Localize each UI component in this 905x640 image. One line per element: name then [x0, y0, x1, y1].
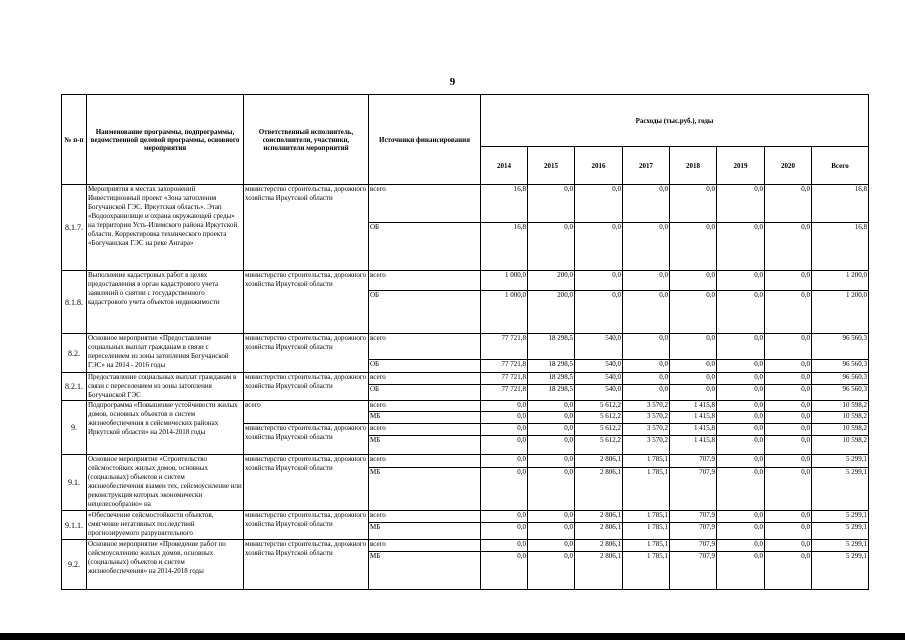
responsible-executor: министерство строительства, дорожного хозяйства Иркутской области — [244, 455, 369, 511]
header-responsible: Ответственный исполнитель, соисполнители, участники, исполнители мероприятий — [244, 95, 369, 185]
header-year: 2019 — [717, 147, 765, 185]
year-value: 0,0 — [623, 385, 670, 401]
year-value: 77 721,8 — [481, 334, 528, 360]
funding-source: всего — [369, 424, 481, 436]
year-value: 0,0 — [670, 223, 717, 271]
year-value: 0,0 — [717, 373, 765, 385]
year-value: 3 570,2 — [623, 401, 670, 412]
total-value: 10 598,2 — [812, 436, 869, 455]
item-code: 8.1.7. — [62, 185, 87, 271]
year-value: 0,0 — [765, 360, 812, 373]
year-value: 1 415,8 — [670, 436, 717, 455]
year-value: 1 415,8 — [670, 401, 717, 412]
total-value: 16,8 — [812, 223, 869, 271]
header-funding-source: Источники финансирования — [369, 95, 481, 185]
table-row — [62, 185, 869, 223]
year-value: 1 785,1 — [623, 523, 670, 540]
total-value: 10 598,2 — [812, 401, 869, 412]
responsible-executor: министерство строительства, дорожного хозяйства Иркутской области — [244, 540, 369, 590]
funding-source: всего — [369, 455, 481, 468]
year-value: 0,0 — [717, 385, 765, 401]
item-name: Основное мероприятие «Строительство сейсмостойких жилых домов, основных (социальных) объектов и систем жизнеобеспечения взамен тех, сейсмоусиление или реконструкция которых экономически нецелесообразно» на — [87, 455, 244, 511]
table-row — [62, 373, 869, 385]
year-value: 5 612,2 — [575, 401, 623, 412]
year-value: 0,0 — [670, 385, 717, 401]
item-name: Предоставление социальных выплат гражданам в связи с переселением из зоны затопления Богучанской ГЭС — [87, 373, 244, 401]
funding-source: МБ — [369, 552, 481, 590]
year-value: 0,0 — [717, 455, 765, 468]
year-value: 707,9 — [670, 455, 717, 468]
year-value: 0,0 — [670, 360, 717, 373]
table-row — [62, 540, 869, 552]
year-value: 0,0 — [528, 511, 575, 523]
year-value: 3 570,2 — [623, 436, 670, 455]
year-value: 2 806,1 — [575, 540, 623, 552]
year-value: 0,0 — [575, 185, 623, 223]
funding-source: ОБ — [369, 385, 481, 401]
year-value: 1 415,8 — [670, 412, 717, 424]
item-code: 9. — [62, 401, 87, 455]
year-value: 707,9 — [670, 468, 717, 511]
header-year: 2014 — [481, 147, 528, 185]
year-value: 540,0 — [575, 385, 623, 401]
year-value: 0,0 — [481, 424, 528, 436]
total-value: 5 299,1 — [812, 523, 869, 540]
item-name: Основное мероприятие «Предоставление социальных выплат гражданам в связи с переселением из зоны затопления Богучанской ГЭС» на 2014 - 2016 годы — [87, 334, 244, 373]
item-code: 8.1.8. — [62, 271, 87, 334]
year-value: 0,0 — [765, 185, 812, 223]
year-value: 707,9 — [670, 523, 717, 540]
year-value: 0,0 — [717, 401, 765, 412]
total-value: 10 598,2 — [812, 412, 869, 424]
year-value: 2 806,1 — [575, 468, 623, 511]
year-value: 3 570,2 — [623, 424, 670, 436]
item-name: «Обеспечение сейсмостойкости объектов, смягчение негативных последствий прогнозируемого разрушительного — [87, 511, 244, 540]
year-value: 0,0 — [765, 334, 812, 360]
total-value: 5 299,1 — [812, 540, 869, 552]
year-value: 0,0 — [528, 412, 575, 424]
total-value: 5 299,1 — [812, 552, 869, 590]
total-value: 5 299,1 — [812, 468, 869, 511]
item-name: Подпрограмма «Повышение устойчивости жилых домов, основных объектов и систем жизнеобеспечения в сейсмических районах Иркутской области» на 2014-2018 годы — [87, 401, 244, 455]
table-row — [62, 401, 869, 412]
total-value: 96 560,3 — [812, 360, 869, 373]
year-value: 16,8 — [481, 185, 528, 223]
header-year: 2018 — [670, 147, 717, 185]
year-value: 2 806,1 — [575, 455, 623, 468]
responsible-executor: министерство строительства, дорожного хозяйства Иркутской области — [244, 373, 369, 401]
item-name: Мероприятия в местах захоронений Инвестиционный проект «Зона затопления Богучанской ГЭС. Иркутская область». Этап «Водоохранилище и охрана окружающей среды» на территории Усть-Илимского района Иркутской области. Корректировка технического проекта «Богучанская ГЭС на реке Ангара» — [87, 185, 244, 271]
year-value: 0,0 — [765, 436, 812, 455]
year-value: 0,0 — [623, 373, 670, 385]
funding-source: МБ — [369, 523, 481, 540]
total-value: 96 560,3 — [812, 373, 869, 385]
year-value: 0,0 — [528, 424, 575, 436]
table-row — [62, 455, 869, 468]
total-value: 10 598,2 — [812, 424, 869, 436]
year-value: 1 785,1 — [623, 468, 670, 511]
year-value: 200,0 — [528, 291, 575, 334]
year-value: 1 785,1 — [623, 511, 670, 523]
year-value: 0,0 — [528, 223, 575, 271]
header-year: 2015 — [528, 147, 575, 185]
year-value: 0,0 — [528, 455, 575, 468]
year-value: 0,0 — [765, 401, 812, 412]
year-value: 0,0 — [765, 468, 812, 511]
funding-source: всего — [369, 271, 481, 291]
funding-source: всего — [369, 540, 481, 552]
year-value: 0,0 — [528, 468, 575, 511]
funding-source: всего — [369, 511, 481, 523]
year-value: 0,0 — [623, 334, 670, 360]
year-value: 1 415,8 — [670, 424, 717, 436]
year-value: 0,0 — [670, 271, 717, 291]
year-value: 18 298,5 — [528, 360, 575, 373]
year-value: 0,0 — [765, 291, 812, 334]
year-value: 0,0 — [765, 540, 812, 552]
responsible-executor: министерство строительства, дорожного хозяйства Иркутской области — [244, 185, 369, 271]
total-value: 1 200,0 — [812, 291, 869, 334]
year-value: 0,0 — [528, 185, 575, 223]
year-value: 0,0 — [481, 552, 528, 590]
year-value: 77 721,8 — [481, 385, 528, 401]
funding-source: ОБ — [369, 360, 481, 373]
year-value: 0,0 — [765, 455, 812, 468]
year-value: 0,0 — [717, 540, 765, 552]
year-value: 0,0 — [481, 436, 528, 455]
header-year: 2016 — [575, 147, 623, 185]
year-value: 0,0 — [623, 271, 670, 291]
funding-source: всего — [369, 373, 481, 385]
item-code: 9.1. — [62, 455, 87, 511]
year-value: 0,0 — [717, 271, 765, 291]
table-body — [62, 185, 869, 590]
year-value: 0,0 — [765, 523, 812, 540]
responsible-executor: министерство строительства, дорожного хозяйства Иркутской области — [244, 271, 369, 334]
item-code: 8.2. — [62, 334, 87, 373]
year-value: 0,0 — [623, 291, 670, 334]
year-value: 200,0 — [528, 271, 575, 291]
year-value: 0,0 — [481, 540, 528, 552]
year-value: 540,0 — [575, 334, 623, 360]
year-value: 1 785,1 — [623, 552, 670, 590]
funding-source: МБ — [369, 468, 481, 511]
year-value: 2 806,1 — [575, 552, 623, 590]
year-value: 0,0 — [717, 412, 765, 424]
funding-source: МБ — [369, 412, 481, 424]
year-value: 0,0 — [575, 291, 623, 334]
year-value: 18 298,5 — [528, 373, 575, 385]
item-code: 9.1.1. — [62, 511, 87, 540]
year-value: 0,0 — [765, 424, 812, 436]
year-value: 0,0 — [717, 552, 765, 590]
item-name: Основное мероприятие «Проведение работ по сейсмоусилению жилых домов, основных (социальных) объектов и систем жизнеобеспечения» на 2014-2018 годы — [87, 540, 244, 590]
year-value: 0,0 — [765, 373, 812, 385]
header-expenses: Расходы (тыс.руб.), годы — [481, 95, 869, 147]
year-value: 540,0 — [575, 373, 623, 385]
year-value: 0,0 — [765, 271, 812, 291]
year-value: 77 721,8 — [481, 373, 528, 385]
year-value: 0,0 — [670, 334, 717, 360]
item-code: 9.2. — [62, 540, 87, 590]
year-value: 0,0 — [670, 185, 717, 223]
table-row — [62, 511, 869, 523]
year-value: 0,0 — [528, 552, 575, 590]
year-value: 1 785,1 — [623, 540, 670, 552]
total-value: 96 560,3 — [812, 385, 869, 401]
year-value: 16,8 — [481, 223, 528, 271]
funding-source: ОБ — [369, 223, 481, 271]
total-value: 5 299,1 — [812, 511, 869, 523]
table-row — [62, 334, 869, 360]
year-value: 1 000,0 — [481, 291, 528, 334]
year-value: 0,0 — [623, 360, 670, 373]
expenditure-table — [61, 94, 869, 590]
item-code: 8.2.1. — [62, 373, 87, 401]
year-value: 0,0 — [765, 223, 812, 271]
year-value: 5 612,2 — [575, 436, 623, 455]
total-value: 16,8 — [812, 185, 869, 223]
funding-source: МБ — [369, 436, 481, 455]
year-value: 0,0 — [717, 291, 765, 334]
year-value: 0,0 — [623, 185, 670, 223]
year-value: 707,9 — [670, 540, 717, 552]
year-value: 0,0 — [575, 223, 623, 271]
year-value: 0,0 — [765, 385, 812, 401]
year-value: 0,0 — [528, 540, 575, 552]
year-value: 0,0 — [670, 373, 717, 385]
year-value: 707,9 — [670, 552, 717, 590]
funding-source: всего — [369, 334, 481, 360]
year-value: 5 612,2 — [575, 424, 623, 436]
responsible-executor: всего — [244, 401, 369, 424]
year-value: 0,0 — [765, 511, 812, 523]
header-number: № п-п — [62, 95, 87, 185]
funding-source: всего — [369, 185, 481, 223]
year-value: 1 785,1 — [623, 455, 670, 468]
scan-edge — [0, 633, 905, 640]
year-value: 0,0 — [717, 424, 765, 436]
year-value: 0,0 — [481, 412, 528, 424]
year-value: 18 298,5 — [528, 334, 575, 360]
responsible-executor: министерство строительства, дорожного хозяйства Иркутской области — [244, 424, 369, 455]
total-value: 1 200,0 — [812, 271, 869, 291]
year-value: 77 721,8 — [481, 360, 528, 373]
funding-source: всего — [369, 401, 481, 412]
year-value: 0,0 — [481, 523, 528, 540]
year-value: 540,0 — [575, 360, 623, 373]
year-value: 0,0 — [717, 334, 765, 360]
year-value: 0,0 — [717, 360, 765, 373]
responsible-executor: министерство строительства, дорожного хозяйства Иркутской области — [244, 511, 369, 540]
year-value: 0,0 — [717, 223, 765, 271]
responsible-executor: министерство строительства, дорожного хозяйства Иркутской области — [244, 334, 369, 373]
year-value: 0,0 — [481, 401, 528, 412]
year-value: 0,0 — [717, 511, 765, 523]
year-value: 0,0 — [481, 511, 528, 523]
year-value: 3 570,2 — [623, 412, 670, 424]
year-value: 0,0 — [717, 436, 765, 455]
header-year: 2020 — [765, 147, 812, 185]
year-value: 0,0 — [481, 468, 528, 511]
year-value: 18 298,5 — [528, 385, 575, 401]
year-value: 0,0 — [481, 455, 528, 468]
header-year: 2017 — [623, 147, 670, 185]
year-value: 0,0 — [575, 271, 623, 291]
year-value: 0,0 — [717, 523, 765, 540]
year-value: 0,0 — [717, 185, 765, 223]
header-total: Всего — [812, 147, 869, 185]
funding-source: ОБ — [369, 291, 481, 334]
item-name: Выполнение кадастровых работ в целях предоставления в орган кадастрового учета заявлений о снятии с государственного кадастрового учета объектов недвижимости — [87, 271, 244, 334]
total-value: 5 299,1 — [812, 455, 869, 468]
year-value: 2 806,1 — [575, 523, 623, 540]
year-value: 1 000,0 — [481, 271, 528, 291]
year-value: 0,0 — [765, 552, 812, 590]
year-value: 0,0 — [528, 436, 575, 455]
table-row — [62, 271, 869, 291]
year-value: 0,0 — [528, 523, 575, 540]
year-value: 0,0 — [717, 468, 765, 511]
year-value: 0,0 — [623, 223, 670, 271]
year-value: 0,0 — [670, 291, 717, 334]
page-number: 9 — [449, 76, 456, 88]
year-value: 0,0 — [528, 401, 575, 412]
total-value: 96 560,3 — [812, 334, 869, 360]
year-value: 2 806,1 — [575, 511, 623, 523]
table-header — [62, 95, 869, 185]
year-value: 707,9 — [670, 511, 717, 523]
header-program-name: Наименование программы, подпрограммы, ведомственной целевой программы, основного мероприятия — [87, 95, 244, 185]
year-value: 5 612,2 — [575, 412, 623, 424]
year-value: 0,0 — [765, 412, 812, 424]
